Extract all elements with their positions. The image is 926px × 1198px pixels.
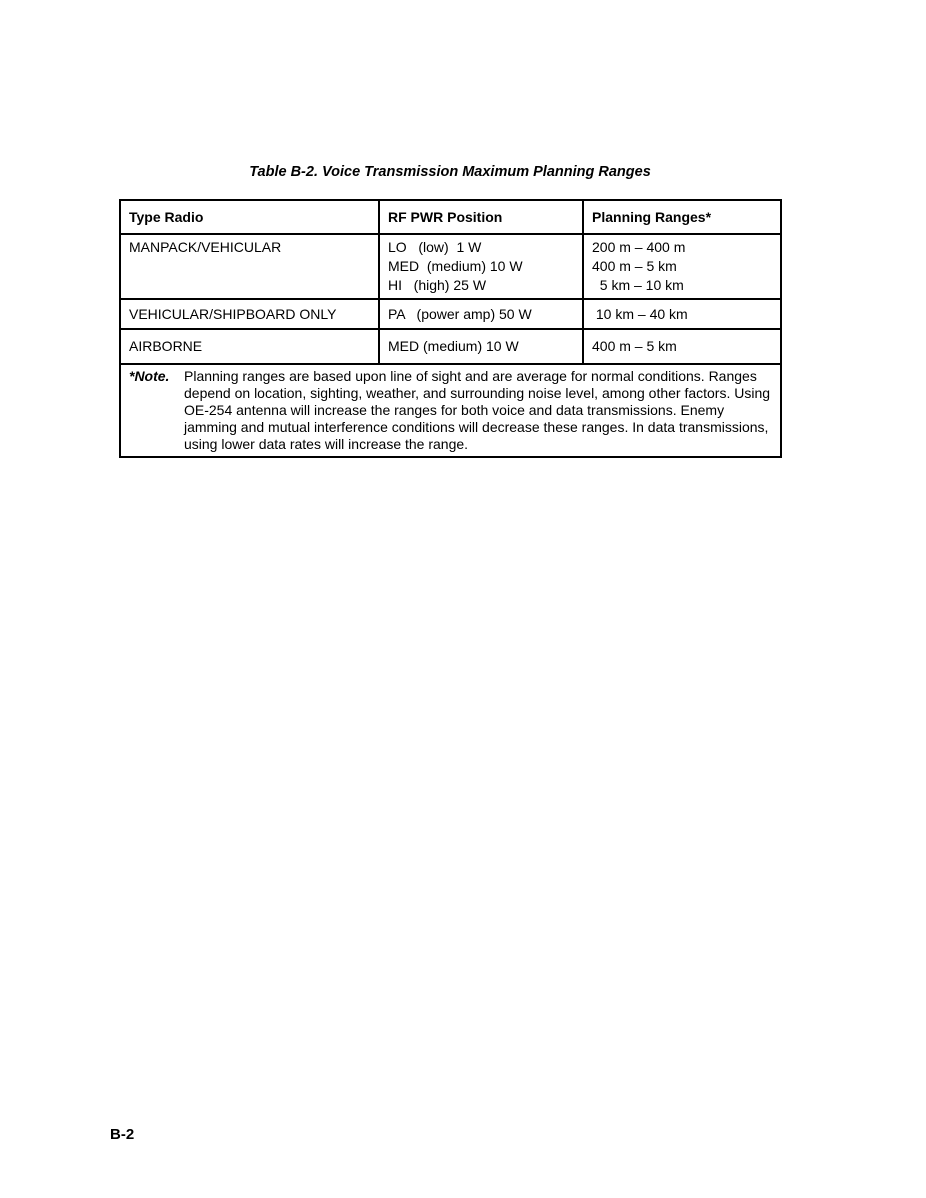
range-line: 400 m – 5 km (592, 258, 677, 274)
rf-pwr-cell (379, 234, 583, 299)
type-radio-cell: MANPACK/VEHICULAR (120, 234, 379, 299)
power-line: LO (low) 1 W (388, 239, 482, 255)
rf-pwr-cell (379, 329, 583, 364)
power-line: PA (power amp) 50 W (388, 306, 532, 322)
range-line: 5 km – 10 km (592, 277, 684, 293)
header-rf-pwr-position: RF PWR Position (379, 200, 583, 234)
range-line: 400 m – 5 km (592, 338, 677, 354)
type-radio-cell: AIRBORNE (120, 329, 379, 364)
table-row (120, 299, 781, 329)
note-label: *Note. (129, 368, 170, 384)
planning-range-cell (583, 329, 781, 364)
planning-ranges-table (119, 199, 782, 458)
planning-range-cell (583, 299, 781, 329)
table-caption: Table B-2. Voice Transmission Maximum Planning Ranges (249, 164, 651, 180)
type-radio-cell: VEHICULAR/SHIPBOARD ONLY (120, 299, 379, 329)
power-line: MED (medium) 10 W (388, 338, 519, 354)
table-header-row (120, 200, 781, 234)
planning-range-cell (583, 234, 781, 299)
range-line: 10 km – 40 km (592, 306, 688, 322)
range-line: 200 m – 400 m (592, 239, 686, 255)
note-cell (120, 364, 781, 457)
rf-pwr-cell (379, 299, 583, 329)
note-text: Planning ranges are based upon line of sight and are average for normal conditions. Ranges depend on location, sighting, weather, and surrounding noise level, among other factors. Using OE-254 antenna will increase the ranges for both voice and data transmissions. Enemy jamming and mutual interference conditions will decrease these ranges. In data transmissions, using lower data rates will increase the range. (184, 368, 771, 452)
power-line: HI (high) 25 W (388, 277, 487, 293)
table-row (120, 329, 781, 364)
power-line: MED (medium) 10 W (388, 258, 523, 274)
table-note (129, 368, 772, 453)
page-number: B-2 (110, 1126, 135, 1143)
header-planning-ranges: Planning Ranges* (583, 200, 781, 234)
table-row (120, 234, 781, 299)
note-row (120, 364, 781, 457)
header-type-radio: Type Radio (120, 200, 379, 234)
